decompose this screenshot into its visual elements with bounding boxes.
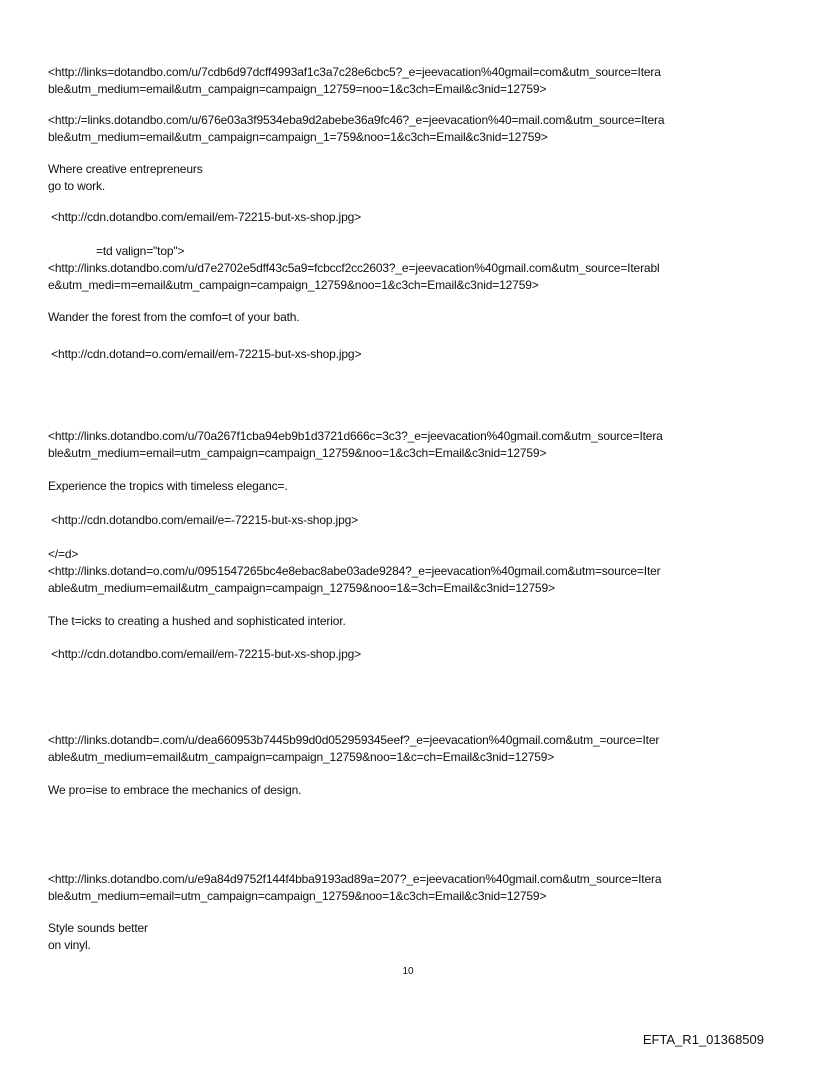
document-id: EFTA_R1_01368509 xyxy=(642,1032,764,1047)
text-line: Where creative entrepreneurs xyxy=(48,162,203,176)
text-line: Style sounds better xyxy=(48,921,148,935)
text-line: <http://links.dotandbo.com/u/70a267f1cba94eb9b1d3721d666c=3c3?_e=jeevacation%40gmail.com&utm_source=Itera xyxy=(48,429,663,443)
text-line: <http://links.dotandb=.com/u/dea660953b7445b99d0d052959345eef?_e=jeevacation%40gmail.com&utm_=ource=Iter xyxy=(48,733,660,747)
text-line: <http://links.dotandbo.com/u/d7e2702e5dff43c5a9=fcbccf2cc2603?_e=jeevacation%40gmail.com&utm_source=Iterabl xyxy=(48,261,660,275)
text-line: able&utm_medium=email&utm_campaign=campaign_12759&noo=1&=3ch=Email&c3nid=12759> xyxy=(48,581,555,595)
text-line: <http://cdn.dotandbo.com/email/e=-72215-but-xs-shop.jpg> xyxy=(48,513,358,527)
page-number: 10 xyxy=(402,966,414,977)
text-line: <http://cdn.dotandbo.com/email/em-72215-but-xs-shop.jpg> xyxy=(48,210,361,224)
text-line: <http://links=dotandbo.com/u/7cdb6d97dcff4993af1c3a7c28e6cbc5?_e=jeevacation%40gmail=com&utm_source=Itera xyxy=(48,65,661,79)
text-line: =td valign="top"> xyxy=(96,244,185,258)
text-line: The t=icks to creating a hushed and sophisticated interior. xyxy=(48,614,346,628)
text-line: <http://cdn.dotand=o.com/email/em-72215-but-xs-shop.jpg> xyxy=(48,347,362,361)
text-line: <http://cdn.dotandbo.com/email/em-72215-but-xs-shop.jpg> xyxy=(48,647,361,661)
text-line: Wander the forest from the comfo=t of your bath. xyxy=(48,310,300,324)
text-line: ble&utm_medium=email&utm_campaign=campaign_1=759&noo=1&c3ch=Email&c3nid=12759> xyxy=(48,130,548,144)
text-line: ble&utm_medium=email=utm_campaign=campaign_12759&noo=1&c3ch=Email&c3nid=12759> xyxy=(48,446,547,460)
text-line: ble&utm_medium=email&utm_campaign=campaign_12759=noo=1&c3ch=Email&c3nid=12759> xyxy=(48,82,547,96)
text-line: </=d> xyxy=(48,547,79,561)
text-line: <http://links.dotandbo.com/u/e9a84d9752f144f4bba9193ad89a=207?_e=jeevacation%40gmail.com&utm_source=Itera xyxy=(48,872,662,886)
text-line: <http://links.dotand=o.com/u/0951547265bc4e8ebac8abe03ade9284?_e=jeevacation%40gmail.com&utm=source=Iter xyxy=(48,564,661,578)
text-line: on vinyl. xyxy=(48,938,91,952)
text-line: able&utm_medium=email&utm_campaign=campaign_12759&noo=1&c=ch=Email&c3nid=12759> xyxy=(48,750,555,764)
text-line: <http:/=links.dotandbo.com/u/676e03a3f9534eba9d2abebe36a9fc46?_e=jeevacation%40=mail.com&utm_source=Itera xyxy=(48,113,665,127)
text-line: Experience the tropics with timeless eleganc=. xyxy=(48,479,288,493)
text-line: e&utm_medi=m=email&utm_campaign=campaign_12759&noo=1&c3ch=Email&c3nid=12759> xyxy=(48,278,539,292)
text-line: go to work. xyxy=(48,179,106,193)
text-line: We pro=ise to embrace the mechanics of design. xyxy=(48,783,302,797)
text-line: ble&utm_medium=email=utm_campaign=campaign_12759&noo=1&c3ch=Email&c3nid=12759> xyxy=(48,889,547,903)
